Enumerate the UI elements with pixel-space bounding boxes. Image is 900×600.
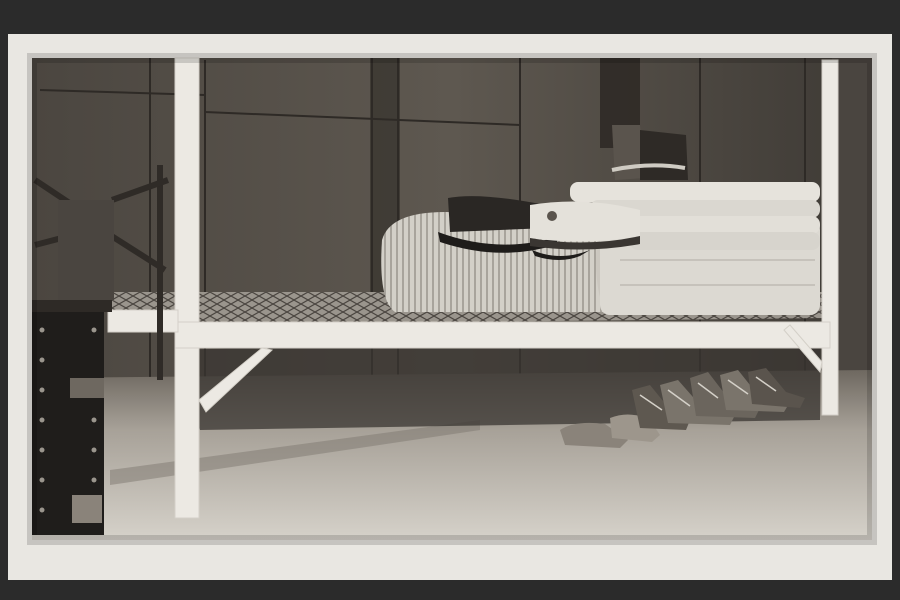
chair-back [58,200,114,300]
bunk-side-rail [175,322,830,348]
footlocker-trunk [32,300,112,535]
bunk-end-rail [108,310,178,332]
photo-area [32,58,872,540]
bunk-front-post [175,58,199,518]
bunk-back-post [822,60,838,415]
folded-blankets [570,182,820,315]
